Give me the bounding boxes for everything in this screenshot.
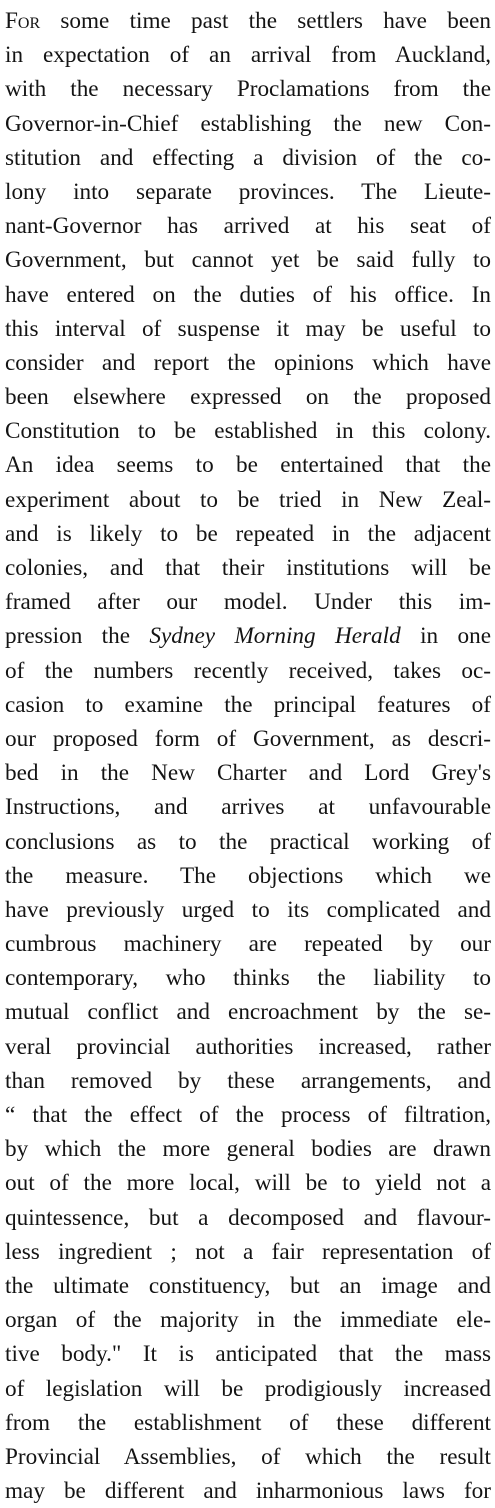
text-line: with the necessary Proclamations from the — [5, 76, 491, 103]
text-line: “ that the effect of the process of filtration, — [5, 1102, 491, 1128]
line-text: in one — [400, 623, 491, 650]
text-line: and is likely to be repeated in the adjacent — [5, 520, 491, 547]
text-line: nant-Governor has arrived at his seat of — [5, 213, 491, 240]
text-line: cumbrous machinery are repeated by our — [5, 931, 491, 958]
text-line: been elsewhere expressed on the proposed — [5, 384, 491, 411]
text-line: tive body." It is anticipated that the mass — [5, 1341, 491, 1368]
text-line: of legislation will be prodigiously increased — [5, 1375, 491, 1402]
text-line: have previously urged to its complicated and — [5, 896, 491, 923]
text-line: consider and report the opinions which have — [5, 349, 491, 376]
text-line: our proposed form of Government, as descri- — [5, 725, 491, 752]
text-line: lony into separate provinces. The Lieute- — [5, 178, 491, 205]
text-line: Instructions, and arrives at unfavourable — [5, 794, 491, 821]
text-line — [5, 619, 491, 653]
text-line: organ of the majority in the immediate ele- — [5, 1307, 491, 1334]
text-line: Provincial Assemblies, of which the result — [5, 1443, 491, 1470]
text-line: Constitution to be established in this colony. — [5, 418, 491, 445]
line-text: some time past the settlers have been — [40, 8, 491, 34]
text-line: framed after our model. Under this im- — [5, 589, 491, 616]
text-line: in expectation of an arrival from Auckland, — [5, 42, 491, 69]
text-line: colonies, and that their institutions will be — [5, 555, 491, 581]
text-line: conclusions as to the practical working of — [5, 828, 491, 855]
text-line: An idea seems to be entertained that the — [5, 452, 491, 479]
opening-word: For — [5, 8, 41, 34]
text-line: may be different and inharmonious laws for — [5, 1478, 491, 1505]
text-line: mutual conflict and encroachment by the se- — [5, 999, 491, 1026]
text-line: veral provincial authorities increased, rather — [5, 1033, 491, 1060]
text-line: out of the more local, will be to yield not a — [5, 1170, 491, 1197]
text-line: bed in the New Charter and Lord Grey's — [5, 760, 491, 787]
text-line: contemporary, who thinks the liability to — [5, 965, 491, 992]
text-line: Governor-in-Chief establishing the new Con- — [5, 110, 491, 137]
text-line: Government, but cannot yet be said fully to — [5, 247, 491, 274]
text-line: less ingredient ; not a fair representation of — [5, 1238, 491, 1265]
text-line: the measure. The objections which we — [5, 862, 491, 889]
text-line: of the numbers recently received, takes oc- — [5, 657, 491, 684]
text-line — [5, 4, 491, 38]
newspaper-title: Sydney Morning Herald — [149, 623, 401, 650]
text-line: by which the more general bodies are drawn — [5, 1136, 491, 1163]
text-line: stitution and effecting a division of the co- — [5, 144, 491, 171]
text-line: casion to examine the principal features of — [5, 691, 491, 718]
article-column — [5, 4, 491, 1508]
text-line: this interval of suspense it may be useful to — [5, 315, 491, 342]
text-line: have entered on the duties of his office. In — [5, 281, 491, 308]
line-text: pression the — [5, 623, 150, 650]
text-line: than removed by these arrangements, and — [5, 1067, 491, 1094]
text-line: from the establishment of these different — [5, 1409, 491, 1436]
text-line: experiment about to be tried in New Zeal- — [5, 486, 491, 513]
text-line: the ultimate constituency, but an image and — [5, 1272, 491, 1299]
text-line: quintessence, but a decomposed and flavour- — [5, 1204, 491, 1231]
